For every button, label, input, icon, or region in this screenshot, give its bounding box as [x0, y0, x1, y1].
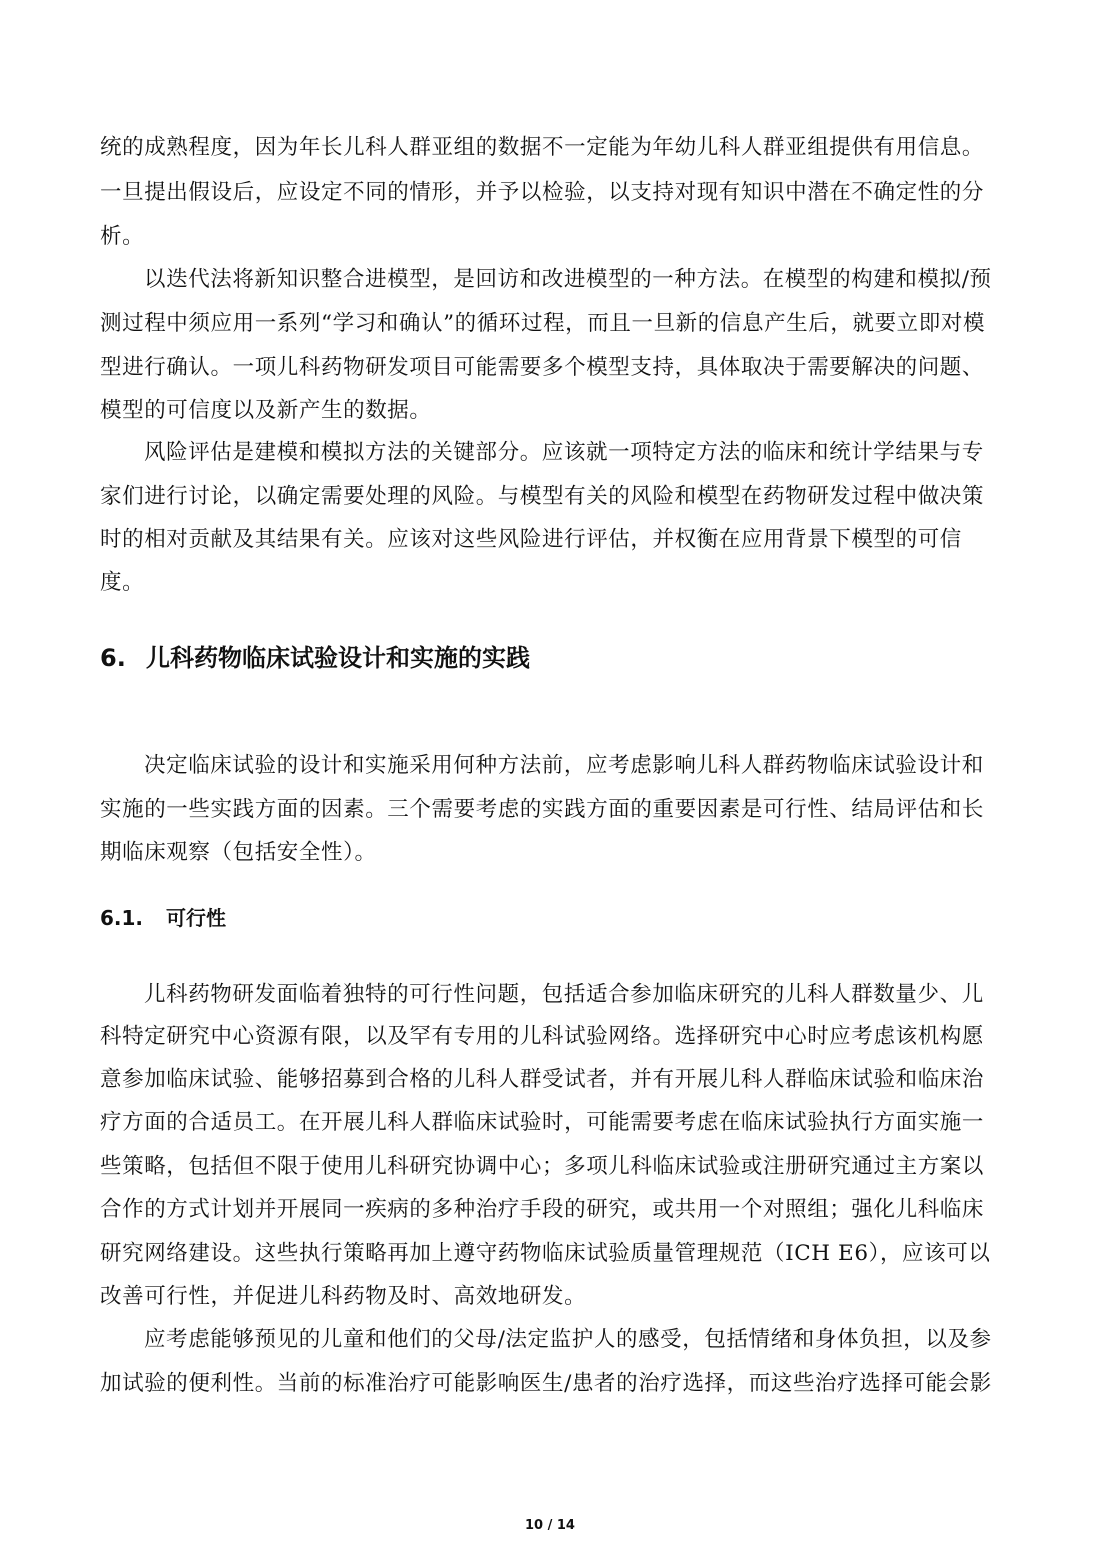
paragraph-line: 研究网络建设。这些执行策略再加上遵守药物临床试验质量管理规范（ICH E6），应该可以 [100, 1241, 991, 1266]
paragraph-line: 应考虑能够预见的儿童和他们的父母/法定监护人的感受，包括情绪和身体负担，以及参 [144, 1327, 992, 1352]
paragraph-line: 析。 [100, 224, 145, 249]
paragraph-line: 疗方面的合适员工。在开展儿科人群临床试验时，可能需要考虑在临床试验执行方面实施一 [100, 1110, 985, 1135]
paragraph-line: 期临床观察（包括安全性）。 [100, 840, 377, 865]
paragraph-line: 模型的可信度以及新产生的数据。 [100, 398, 432, 423]
subsection-title: 可行性 [166, 906, 226, 930]
paragraph-line: 统的成熟程度，因为年长儿科人群亚组的数据不一定能为年幼儿科人群亚组提供有用信息。 [100, 135, 985, 160]
paragraph-line: 家们进行讨论，以确定需要处理的风险。与模型有关的风险和模型在药物研发过程中做决策 [100, 484, 985, 509]
paragraph-line: 意参加临床试验、能够招募到合格的儿科人群受试者，并有开展儿科人群临床试验和临床治 [100, 1067, 985, 1092]
paragraph-line: 测过程中须应用一系列“学习和确认”的循环过程，而且一旦新的信息产生后，就要立即对模 [100, 311, 986, 336]
page-number: 10 / 14 [525, 1518, 575, 1533]
document-page [100, 0, 1000, 1557]
paragraph-line: 加试验的便利性。当前的标准治疗可能影响医生/患者的治疗选择，而这些治疗选择可能会影 [100, 1371, 992, 1396]
paragraph-line: 儿科药物研发面临着独特的可行性问题，包括适合参加临床研究的儿科人群数量少、儿 [144, 982, 984, 1007]
section-heading [100, 642, 530, 674]
paragraph-line: 实施的一些实践方面的因素。三个需要考虑的实践方面的重要因素是可行性、结局评估和长 [100, 797, 985, 822]
paragraph-line: 科特定研究中心资源有限，以及罕有专用的儿科试验网络。选择研究中心时应考虑该机构愿 [100, 1024, 985, 1049]
paragraph-line: 度。 [100, 570, 145, 595]
subsection-number: 6.1. [100, 906, 144, 930]
paragraph-line: 一旦提出假设后，应设定不同的情形，并予以检验，以支持对现有知识中潜在不确定性的分 [100, 180, 985, 205]
section-number: 6. [100, 644, 126, 672]
paragraph-line: 型进行确认。一项儿科药物研发项目可能需要多个模型支持，具体取决于需要解决的问题、 [100, 355, 985, 380]
subsection-heading [100, 904, 226, 932]
paragraph-line: 以迭代法将新知识整合进模型，是回访和改进模型的一种方法。在模型的构建和模拟/预 [144, 267, 992, 292]
paragraph-line: 时的相对贡献及其结果有关。应该对这些风险进行评估，并权衡在应用背景下模型的可信 [100, 527, 962, 552]
paragraph-line: 风险评估是建模和模拟方法的关键部分。应该就一项特定方法的临床和统计学结果与专 [144, 440, 984, 465]
paragraph-line: 决定临床试验的设计和实施采用何种方法前，应考虑影响儿科人群药物临床试验设计和 [144, 753, 984, 778]
section-title: 儿科药物临床试验设计和实施的实践 [146, 644, 530, 672]
paragraph-line: 改善可行性，并促进儿科药物及时、高效地研发。 [100, 1284, 587, 1309]
paragraph-line: 合作的方式计划并开展同一疾病的多种治疗手段的研究，或共用一个对照组；强化儿科临床 [100, 1197, 985, 1222]
paragraph-line: 些策略，包括但不限于使用儿科研究协调中心；多项儿科临床试验或注册研究通过主方案以 [100, 1154, 985, 1179]
